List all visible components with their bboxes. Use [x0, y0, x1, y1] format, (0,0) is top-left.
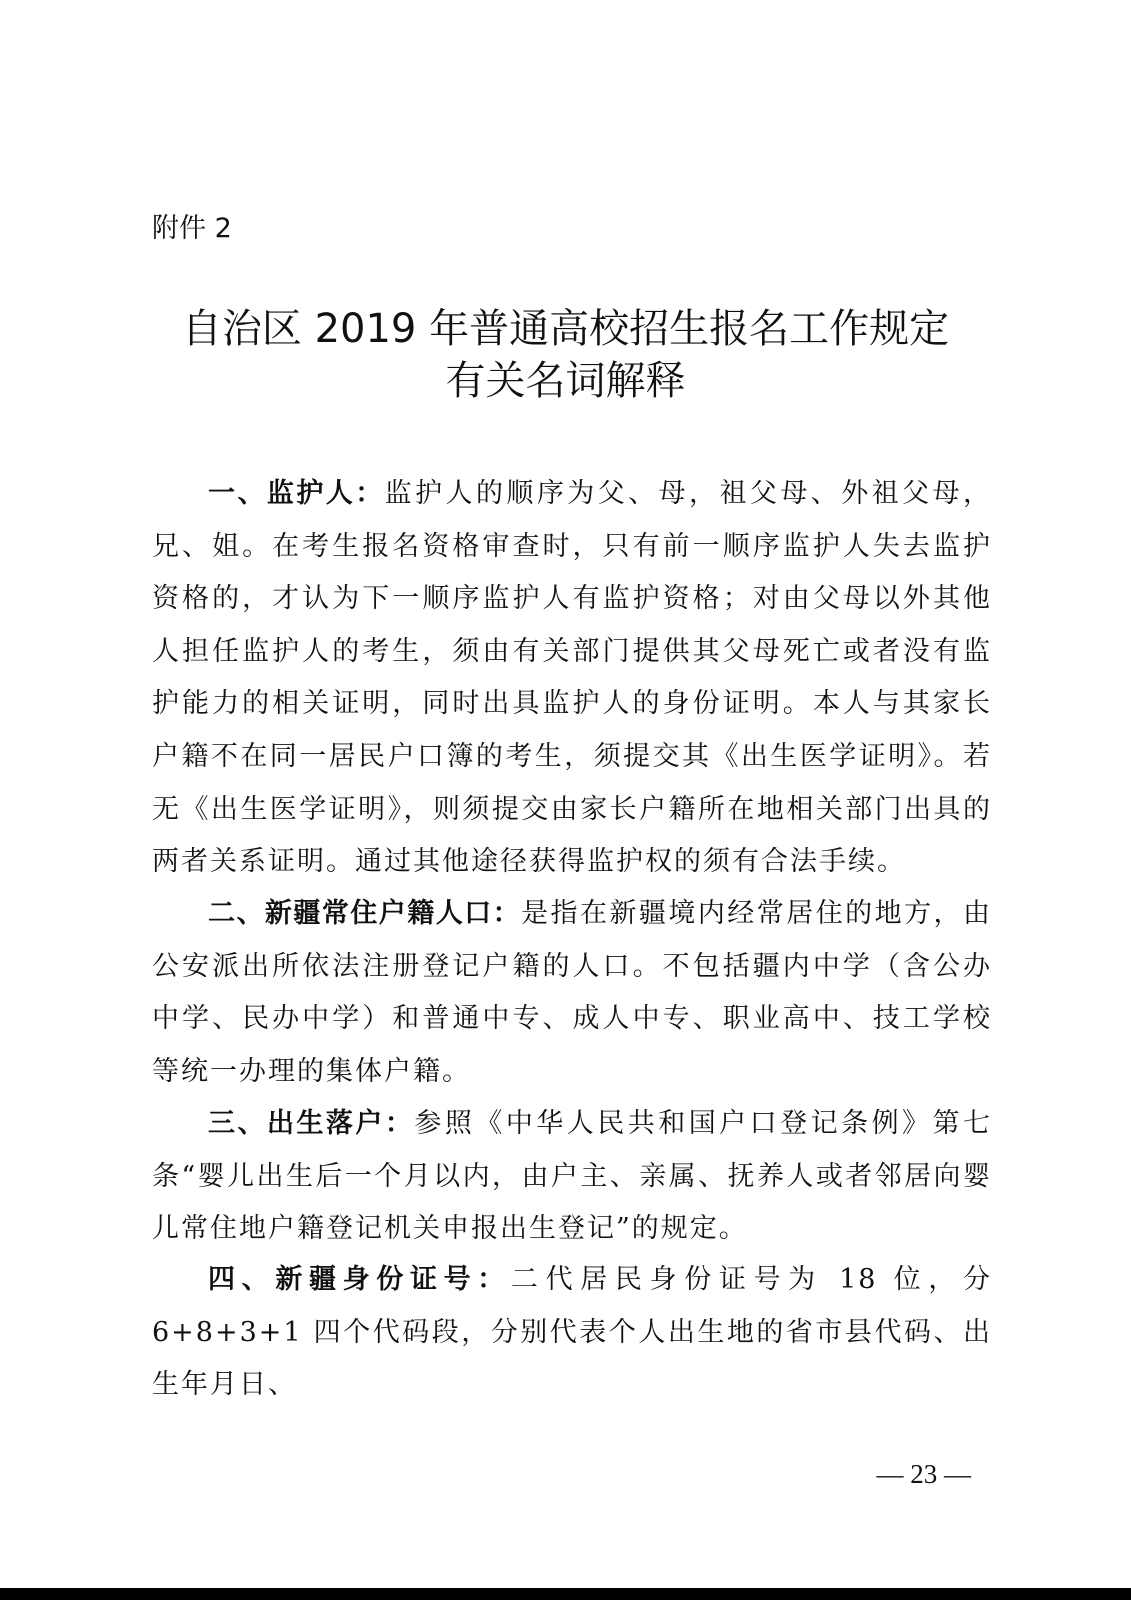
definition-paragraph-birth-registration: [152, 1098, 992, 1256]
definition-text: 二代居民身份证号为 18 位，分 6+8+3+1 四个代码段，分别代表个人出生地的省市县代码、出生年月日、: [152, 1264, 992, 1401]
definition-text: 是指在新疆境内经常居住的地方，由公安派出所依法注册登记户籍的人口。不包括疆内中学（含公办中学、民办中学）和普通中专、成人中专、职业高中、技工学校等统一办理的集体户籍。: [152, 898, 993, 1087]
definition-paragraph-id-number: [152, 1254, 992, 1412]
definition-term: 一、监护人：: [208, 478, 385, 509]
definition-term: 三、出生落户：: [208, 1108, 415, 1139]
definition-paragraph-guardian: [152, 468, 992, 889]
bottom-border: [0, 1588, 1131, 1600]
page-number: — 23 —: [876, 1459, 971, 1489]
definition-text: 参照《中华人民共和国户口登记条例》第七条“婴儿出生后一个月以内，由户主、亲属、抚养人或者邻居向婴儿常住地户籍登记机关申报出生登记”的规定。: [152, 1108, 993, 1245]
definition-paragraph-residence: [152, 888, 992, 1098]
definition-text: 监护人的顺序为父、母，祖父母、外祖父母，兄、姐。在考生报名资格审查时，只有前一顺序监护人失去监护资格的，才认为下一顺序监护人有监护资格；对由父母以外其他人担任监护人的考生，须由有关部门提供其父母死亡或者没有监护能力的相关证明，同时出具监护人的身份证明。本人与其家长户籍不在同一居民户口簿的考生，须提交其《出生医学证明》。若无《出生医学证明》，则须提交由家长户籍所在地相关部门出具的两者关系证明。通过其他途径获得监护权的须有合法手续。: [152, 478, 992, 878]
definition-term: 四、新疆身份证号：: [208, 1264, 511, 1295]
attachment-label: 附件 2: [152, 213, 232, 244]
document-title-line-1: 自治区 2019 年普通高校招生报名工作规定: [181, 306, 950, 352]
definition-term: 二、新疆常住户籍人口：: [208, 898, 522, 929]
document-title-line-2: 有关名词解释: [445, 358, 686, 404]
